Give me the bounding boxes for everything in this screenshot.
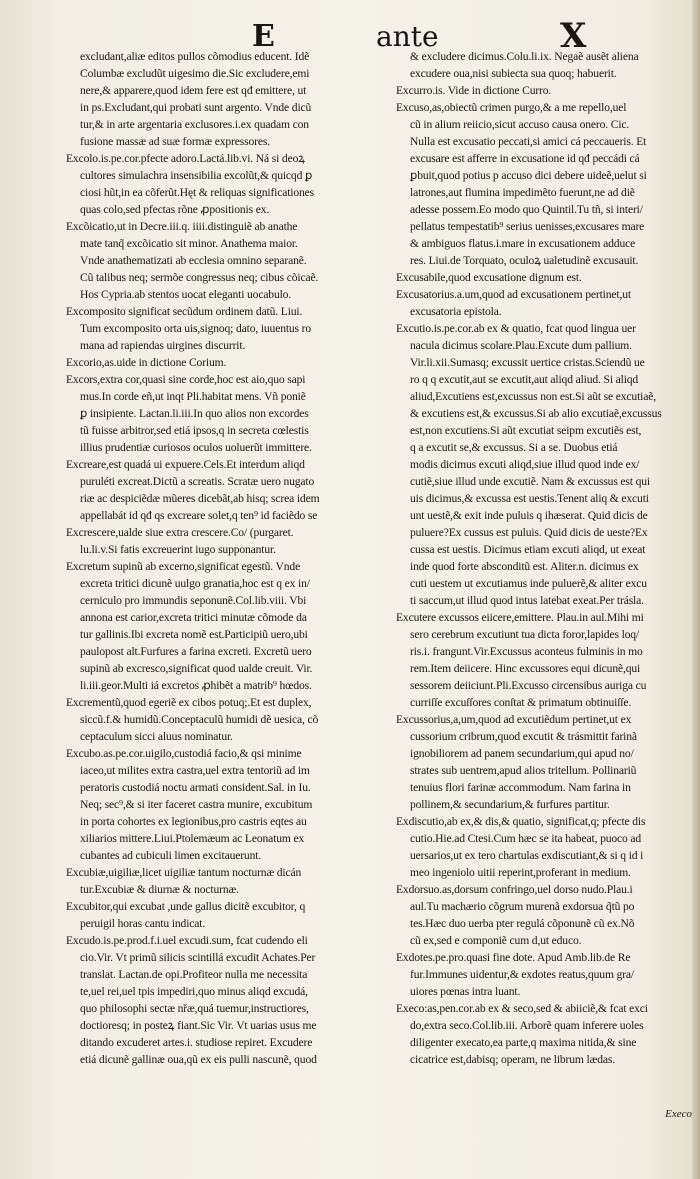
text-line: tur.Excubiæ & diurnæ & nocturnæ.: [80, 883, 239, 896]
text-line: latrones,aut flumina impedimẽto fuerunt,ne ad diẽ: [410, 186, 635, 199]
text-line: fur.Immunes uidentur,& exdotes reatus,quum gra/: [410, 968, 634, 981]
text-line: aliud,Excutiens est,excussus non est.Si aũt se excutiaẽ,: [410, 390, 656, 403]
text-line: peratoris custodiá noctu armati consident.Sal. in Iu.: [80, 781, 311, 794]
text-line: cerniculo pro immundis seponunẽ.Col.lib.viii. Vbi: [80, 594, 307, 607]
text-line: cussorium cribrum,quod excutit & trásmittit farinã: [410, 730, 637, 743]
text-line: tur,& in arte argentaria exclusores.i.ex quadam con: [80, 118, 309, 131]
text-line: strates sub uentrem,apud alios tritellum. Pollinariũ: [410, 764, 637, 777]
text-line: mate tanq̃ excõicatio sit minor. Anathema maior.: [80, 237, 298, 250]
text-line: siccũ.f.& humidũ.Conceptaculũ humidi dẽ uesica, cõ: [80, 713, 319, 726]
text-line: uersarios,ut ex tero chartulas exdiscutiant,& si q id i: [410, 849, 644, 862]
text-line: in ps.Excludant,qui probati sunt argento. Vnde dicũ: [80, 101, 312, 114]
text-line: & excutiens est,& excussus.Si ab alio excutiaẽ,excussus: [410, 407, 662, 420]
text-line: & excludere dicimus.Colu.li.ix. Negaẽ ausẽt aliena: [410, 50, 639, 63]
text-line: peruigil horas cantu indicat.: [80, 917, 206, 930]
text-line: Nulla est excusatio peccati,si amici cá peccaueris. Et: [410, 135, 647, 148]
text-line: mus.In corde eñ,ut inqt Pli.habitat mens. Vñ poniẽ: [80, 390, 306, 403]
text-line: Hos Cypria.ab stentos uocat eleganti uocabulo.: [80, 288, 292, 301]
text-line: puruléti excreat.Dictũ a screatis. Scratæ uero nugato: [80, 475, 315, 488]
entry-headword-line: Exdotes.pe.pro.quasi fine dote. Apud Amb.lib.de Re: [396, 951, 631, 964]
text-line: excudere oua,nisi subiecta sua quoq; habuerit.: [410, 67, 617, 80]
entry-headword-line: Excolo.is.pe.cor.pfecte adoro.Lactá.lib.vi. Ná si deoꝝ: [66, 152, 305, 165]
text-line: iaceo,ut milites extra castra,uel extra tentoriũ ad im: [80, 764, 310, 777]
entry-headword-line: Excrescere,ualde siue extra crescere.Co/ (purgaret.: [66, 526, 294, 539]
text-line: unt uestẽ,& exit inde puluis q ihæserat. Quid dicis de: [410, 509, 648, 522]
text-line: excludant,aliæ editos pullos cõmodius educent. Idẽ: [80, 50, 310, 63]
entry-headword-line: Excussorius,a,um,quod ad excutiẽdum pertinet,ut ex: [396, 713, 632, 726]
text-line: adesse possem.Eo modo quo Quintil.Tu tñ, si interi/: [410, 203, 643, 216]
entry-headword-line: Excors,extra cor,quasi sine corde,hoc est aio,quo sapi: [66, 373, 306, 386]
catchword: Execo: [665, 1108, 692, 1120]
entry-headword-line: Excubo.as.pe.cor.uigilo,custodiá facio,& qsi minime: [66, 747, 302, 760]
text-line: Columbæ excludũt uigesimo die.Sic excludere,emi: [80, 67, 310, 80]
text-line: uis dicimus,& excussa est uestis.Tenent aliq & excuti: [410, 492, 649, 505]
text-line: mana ad rapiendas uirgines discurrit.: [80, 339, 246, 352]
text-line: cio.Vir. Vt primũ silicis scintillá excudit Achates.Per: [80, 951, 316, 964]
text-line: cuti uestem ut excutiamus inde puluerẽ,& aliter excu: [410, 577, 647, 590]
text-line: Cũ talibus neq; sermõe congressus neq; cibus cõicaẽ.: [80, 271, 319, 284]
text-line: q a excutit se,& excussus. Si a se. Duobus etiá: [410, 441, 618, 454]
entry-headword-line: Excuso,as,obiectũ crimen purgo,& a me repello,uel: [396, 101, 627, 114]
text-line: cũ ex,sed e componiẽ cum d,ut educo.: [410, 934, 582, 947]
text-line: annona est carior,excreta tritici minutæ cõmode da: [80, 611, 307, 624]
text-line: cultores simulachra insensibilia excolũt,& quicqd ꝑ: [80, 169, 313, 182]
entry-headword-line: Excubiæ,uigiliæ,licet uigiliæ tantum nocturnæ dicán: [66, 866, 302, 879]
entry-headword-line: Excõicatio,ut in Decre.iii.q. iiii.distinguiẽ ab anathe: [66, 220, 298, 233]
text-line: ꝑ insipiente. Lactan.li.iii.In quo alios non excordes: [80, 407, 309, 420]
text-line: excreta tritici dicunẽ uulgo granatia,hoc est q ex in/: [80, 577, 310, 590]
text-line: res. Liui.de Torquato, oculoꝝ ualetudinẽ excusauit.: [410, 254, 639, 267]
text-line: translat. Lactan.de opi.Profiteor nulla me necessita: [80, 968, 308, 981]
header-letter-left: E: [252, 19, 275, 54]
entry-headword-line: Excretum supinũ ab excerno,significat egestũ. Vnde: [66, 560, 301, 573]
text-line: excusare est afferre in excusatione id qđ peccádi cá: [410, 152, 640, 165]
entry-headword-line: Exdiscutio,ab ex,& dis,& quatio, significat,q; pfecte dis: [396, 815, 646, 828]
text-line: diligenter execato,ea parte,q maxima nitida,& sine: [410, 1036, 637, 1049]
text-line: cutiẽ,siue illud unde excutiẽ. Nam & excussus est qui: [410, 475, 650, 488]
header-title: ante: [376, 20, 439, 53]
left-text-column: [66, 48, 378, 1068]
text-line: ꝑbuit,quod potius p accuso dici debere uideẽ,uelut si: [410, 169, 647, 182]
entry-headword-line: Excusabile,quod excusatione dignum est.: [396, 271, 582, 284]
entry-headword-line: Excrementũ,quod egeriẽ ex cibos potuq;.Et est duplex,: [66, 696, 312, 709]
text-line: ti saccum,ut illud quod intus latebat exeat.Per trásla.: [410, 594, 644, 607]
text-line: ris.i. frangunt.Vir.Excussus aconteus fulminis in mo: [410, 645, 643, 658]
text-line: est,non excutiens.Si aũt excutiat seipm excutiẽs est,: [410, 424, 642, 437]
text-line: fusione massæ ad suæ formæ expressores.: [80, 135, 270, 148]
entry-headword-line: Excomposito significat secũdum ordinem datũ. Liui.: [66, 305, 303, 318]
text-line: & ambiguos flatus.i.mare in excusationem adduce: [410, 237, 636, 250]
header-letter-right: X: [560, 16, 587, 56]
text-line: tur gallinis.Ibi excreta nomẽ est.Participiũ uero,ubi: [80, 628, 308, 641]
text-line: riæ ac despiciẽdæ mũeres dicebãt,ab hisq; screa idem: [80, 492, 320, 505]
text-line: paulopost alt.Furfures a farina excreti. Excretũ uero: [80, 645, 312, 658]
entry-headword-line: Excudo.is.pe.prod.f.i.uel excudi.sum, fcat cudendo eli: [66, 934, 308, 947]
text-line: pollinem,& secundarium,& furfures partitur.: [410, 798, 610, 811]
entry-headword-line: Excutere excussos eiicere,emittere. Plau.in aul.Mihi mi: [396, 611, 644, 624]
entry-headword-line: Execo:as,pen.cor.ab ex & seco,sed & abiiciẽ,& fcat exci: [396, 1002, 648, 1015]
text-line: cũ in alium reiicio,sicut accuso causa onero. Cic.: [410, 118, 630, 131]
text-line: rem.Item deiicere. Hinc excussores equi dicunẽ,qui: [410, 662, 641, 675]
text-line: tes.Hæc duo uerba pter regulá cõponunẽ cũ ex.Nõ: [410, 917, 635, 930]
text-line: te,uel rei,uel tpis impediri,quo minus aliqd excudá,: [80, 985, 308, 998]
text-line: illius prudentiæ curiosos oculos uoluerũt immittere.: [80, 441, 312, 454]
text-line: Tum excomposito orta uis,signoq; dato, iuuentus ro: [80, 322, 312, 335]
text-line: ditando excuderet artes.i. studiose repiret. Excudere: [80, 1036, 313, 1049]
text-line: quo philosophi sectæ nřæ,quá tuemur,instructiores,: [80, 1002, 309, 1015]
entry-headword-line: Excubitor,qui excubat ,unde gallus dicitẽ excubitor, q: [66, 900, 306, 913]
text-line: aul.Tu machærio cõgrum murenã exdorsua q̃tũ po: [410, 900, 635, 913]
text-line: cussa est uestis. Dicimus etiam excuti aliqd, ut exeat: [410, 543, 646, 556]
entry-headword-line: Excurro.is. Vide in dictione Curro.: [396, 84, 552, 97]
text-line: do,extra seco.Col.lib.iii. Arborẽ quam inferere uoles: [410, 1019, 644, 1032]
text-line: ignobiliorem ad panem secundarium,qui apud no/: [410, 747, 634, 760]
entry-headword-line: Excreare,est quadá ui expuere.Cels.Et interdum aliqd: [66, 458, 305, 471]
page-edge-shadow: [692, 0, 700, 1179]
entry-headword-line: Exdorsuo.as,dorsum confringo,uel dorso nudo.Plau.i: [396, 883, 633, 896]
text-line: inde quod forte absconditũ est. Aliter.n. dicimus ex: [410, 560, 639, 573]
text-line: in porta cohortes ex legionibus,pro castris eqtes au: [80, 815, 307, 828]
text-line: Neq; sec⁹,& si iter faceret castra munire, excubitum: [80, 798, 313, 811]
text-line: ro q q excutit,aut se excutit,aut aliqd aliud. Si aliqd: [410, 373, 639, 386]
text-line: sessorem deiiciunt.Pli.Excusso circensibus auriga cu: [410, 679, 647, 692]
text-line: meo ingeniolo uitii reperint,proferant in medium.: [410, 866, 631, 879]
text-line: Vnde anathematizati ab ecclesia omnino separanẽ.: [80, 254, 307, 267]
text-line: xiliarios mittere.Liui.Ptolemæum ac Leonatum ex: [80, 832, 305, 845]
entry-headword-line: Excutio.is.pe.cor.ab ex & quatio, fcat quod lingua uer: [396, 322, 636, 335]
text-line: supinũ ab excresco,significat quod ualde creuit. Vir.: [80, 662, 313, 675]
text-line: doctioresq; in posteꝝ fiant.Sic Vir. Vt uarias usus me: [80, 1019, 317, 1032]
text-line: ceptaculum sicci aluus nominatur.: [80, 730, 233, 743]
text-line: curriſſe excuſſores conſtat & primatum obtinuiſſe.: [410, 696, 632, 709]
text-line: lu.li.v.Si fatis excreuerint iugo supponantur.: [80, 543, 276, 556]
text-line: excusatoria epistola.: [410, 305, 502, 318]
text-line: cubantes ad cubiculi limen excitauerunt.: [80, 849, 262, 862]
text-line: ciosi hũt,in ea cõferũt.Hęt & reliquas significationes: [80, 186, 315, 199]
entry-headword-line: Excorio,as.uide in dictione Corium.: [66, 356, 227, 369]
text-line: Vir.li.xii.Sumasq; excussit uertice cristas.Sciendũ ue: [410, 356, 645, 369]
text-line: sero cerebrum excutiunt tua dicta foror,lapides loq/: [410, 628, 640, 641]
text-line: nere,& apparere,quod idem fere est qđ emittere, ut: [80, 84, 307, 97]
entry-headword-line: Excusatorius.a.um,quod ad excusationem pertinet,ut: [396, 288, 631, 301]
text-line: quas colo,sed pfectas rõne ꝓpositionis ex.: [80, 203, 270, 216]
text-line: cutio.Hie.ad Ctesi.Cum hæc se ita habeat, puoco ad: [410, 832, 642, 845]
right-text-column: [396, 48, 694, 1068]
text-line: appellabát id qđ qs excreare solet,q ten⁹ id faciẽdo se: [80, 509, 318, 522]
text-line: tenuius flori farinæ accommodum. Nam farina in: [410, 781, 631, 794]
text-line: puluere?Ex cussus est puluis. Quid dicis de ueste?Ex: [410, 526, 648, 539]
text-line: tũ fuisse arbitror,sed etiá ipsos,q in secreta cœlestis: [80, 424, 309, 437]
text-line: cicatrice est,dabisq; operam, ne librum lædas.: [410, 1053, 615, 1066]
text-line: etiá dicunẽ gallinæ oua,qũ ex eis pulli nascunẽ, quod: [80, 1053, 317, 1066]
text-line: nacula dicimus scolare.Plau.Excute dum pallium.: [410, 339, 632, 352]
text-line: modis dicimus excuti aliqd,siue illud quod inde ex/: [410, 458, 640, 471]
text-line: li.iii.geor.Multi iá excretos ꝓhibẽt a matrib⁹ hœdos.: [80, 679, 312, 692]
text-line: uiores pœnas intra luant.: [410, 985, 521, 998]
text-line: pellatus tempestatib⁹ serius uenisses,excusares mare: [410, 220, 645, 233]
